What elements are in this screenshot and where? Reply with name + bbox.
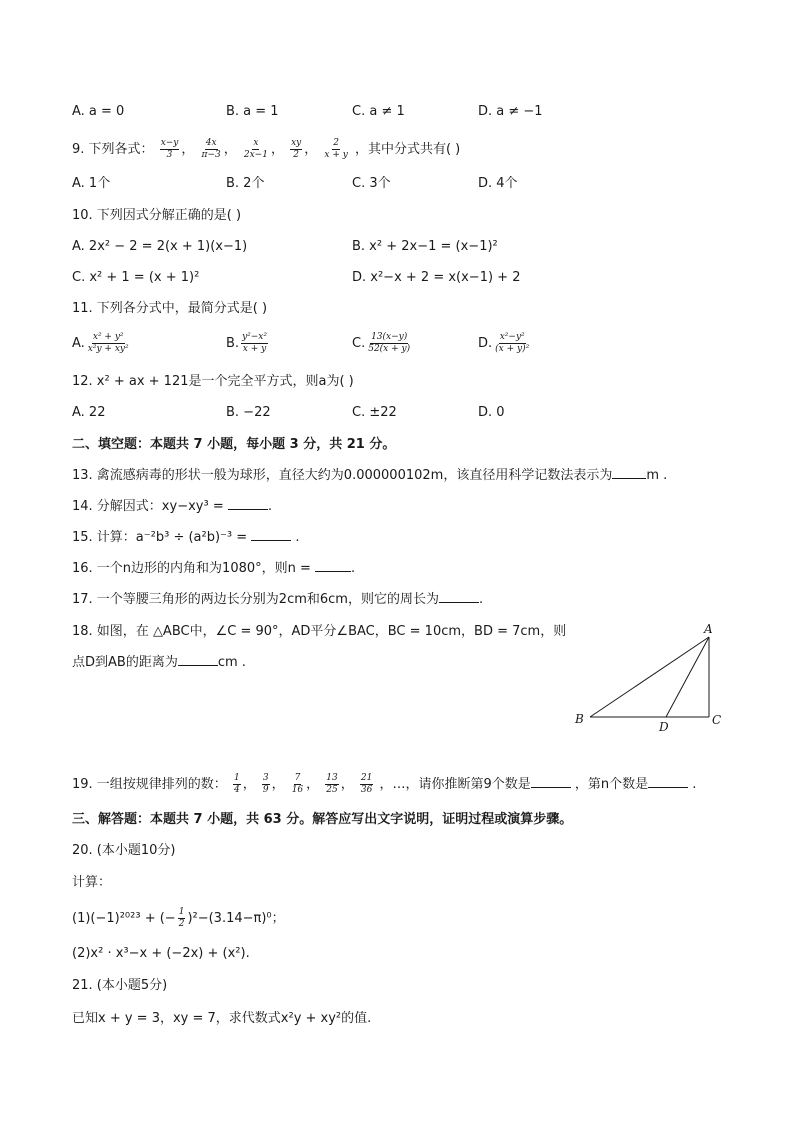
q17-blank — [439, 602, 479, 603]
q12-option-d: D. 0 — [478, 405, 505, 420]
label-d: D — [659, 720, 669, 734]
q11-option-c: C. $\frac{13(x-y)}{52(x + y)}$ — [352, 332, 411, 354]
q15-blank — [251, 540, 291, 541]
q14: 14. 分解因式：xy−xy³ = . — [72, 499, 272, 514]
q12-stem: 12. x² + ax + 121是一个完全平方式，则a为( ) — [72, 374, 354, 389]
triangle-figure — [570, 618, 730, 738]
q19-frac-2: $\frac{3}{9}$ — [262, 773, 269, 795]
q15: 15. 计算：a⁻²b³ ÷ (a²b)⁻³ = . — [72, 530, 300, 545]
q13-blank — [612, 478, 646, 479]
q12-option-c: C. ±22 — [352, 405, 397, 420]
q18-line-2: 点D到AB的距离为 cm . — [72, 655, 246, 670]
q9-frac-3: $\frac{x}{2x-1}$ — [243, 138, 268, 160]
q18-line-1: 18. 如图，在 △ABC中，∠C = 90°，AD平分∠BAC，BC = 10cm，BD = 7cm，则 — [72, 624, 567, 639]
q8-option-c: C. a ≠ 1 — [352, 104, 405, 119]
q16: 16. 一个n边形的内角和为1080°，则n = . — [72, 561, 356, 576]
q9-prefix: 9. 下列各式： — [72, 142, 154, 157]
q17: 17. 一个等腰三角形的两边长分别为2cm和6cm，则它的周长为 . — [72, 592, 484, 607]
q19-blank-2 — [648, 787, 688, 788]
q9-option-c: C. 3个 — [352, 176, 391, 191]
q21-heading: 21. (本小题5分) — [72, 978, 168, 993]
segment-ab — [590, 637, 709, 717]
q11-stem: 11. 下列各分式中，最简分式是( ) — [72, 301, 268, 316]
q10-stem: 10. 下列因式分解正确的是( ) — [72, 208, 242, 223]
section-3-heading: 三、解答题：本题共 7 小题，共 63 分。解答应写出文字说明，证明过程或演算步骤。 — [72, 812, 573, 827]
segment-ad — [666, 637, 709, 717]
q18-blank — [178, 665, 218, 666]
q10-option-b: B. x² + 2x−1 = (x−1)² — [352, 239, 498, 254]
q8-option-a: A. a = 0 — [72, 104, 125, 119]
q11-option-b: B. $\frac{\text{y²−x²}}{x + y}$ — [226, 332, 267, 354]
q9-frac-5: $\frac{2}{x + y}$ — [324, 138, 348, 160]
q20-part-2: (2)x² · x³−x + (−2x) + (x²). — [72, 946, 250, 961]
q16-blank — [315, 571, 351, 572]
q20-part-1: (1)(−1)²⁰²³ + (− $\frac{1}{2}$ )²−(3.14−π)⁰； — [72, 907, 285, 929]
q10-option-d: D. x²−x + 2 = x(x−1) + 2 — [352, 270, 521, 285]
q9-frac-1: $\frac{x-y}{3}$ — [160, 138, 179, 160]
label-a: A — [704, 622, 713, 636]
q10-option-c: C. x² + 1 = (x + 1)² — [72, 270, 200, 285]
q9-frac-2: $\frac{4x}{\pi-3}$ — [201, 138, 221, 160]
q11-option-d: D. $\frac{\text{x²−y²}}{\text{(x + y)²}}$ — [478, 332, 530, 354]
q10-option-a: A. 2x² − 2 = 2(x + 1)(x−1) — [72, 239, 248, 254]
q8-option-d: D. a ≠ −1 — [478, 104, 543, 119]
q9-frac-4: $\frac{xy}{2}$ — [291, 138, 302, 160]
q19-frac-5: $\frac{21}{36}$ — [360, 773, 373, 795]
q9-option-a: A. 1个 — [72, 176, 111, 191]
q14-blank — [228, 509, 268, 510]
q13: 13. 禽流感病毒的形状一般为球形，直径大约为0.000000102m，该直径用科学记数法表示为 m . — [72, 468, 668, 483]
q12-option-a: A. 22 — [72, 405, 106, 420]
q9-suffix: ，其中分式共有( ) — [354, 142, 461, 157]
q9-stem: 9. 下列各式： $\frac{x-y}{3}$ ， $\frac{4x}{\pi-3}$ ， $\frac{x}{2x-1}$ ， $\frac{xy}{2}$ ， $\frac{2}{x + y}$ ，其中分式共有( ) — [72, 138, 461, 160]
q21-body: 已知x + y = 3，xy = 7，求代数式x²y + xy²的值. — [72, 1011, 372, 1026]
q20-calc-label: 计算： — [72, 875, 112, 890]
q8-option-b: B. a = 1 — [226, 104, 279, 119]
q19-frac-3: $\frac{7}{16}$ — [291, 773, 304, 795]
q20-heading: 20. (本小题10分) — [72, 843, 176, 858]
q12-option-b: B. −22 — [226, 405, 271, 420]
q19-blank-1 — [531, 787, 571, 788]
q19-frac-4: $\frac{13}{25}$ — [326, 773, 338, 795]
q9-option-d: D. 4个 — [478, 176, 518, 191]
q9-option-b: B. 2个 — [226, 176, 265, 191]
q19: 19. 一组按规律排列的数： $\frac{1}{4}$ ， $\frac{3}{9}$ ， $\frac{7}{16}$ ， $\frac{13}{25}$ ， $\frac{21}{36}$ ，…，请你推断第9个数是 ，第n个数是 . — [72, 773, 697, 795]
label-c: C — [712, 713, 722, 727]
section-2-heading: 二、填空题：本题共 7 小题，每小题 3 分，共 21 分。 — [72, 437, 396, 452]
label-b: B — [575, 712, 584, 726]
q11-option-a: A. $\frac{\text{x² + y²}}{\text{x²y + xy²}}$ — [72, 332, 129, 354]
q19-frac-1: $\frac{1}{4}$ — [233, 773, 240, 795]
